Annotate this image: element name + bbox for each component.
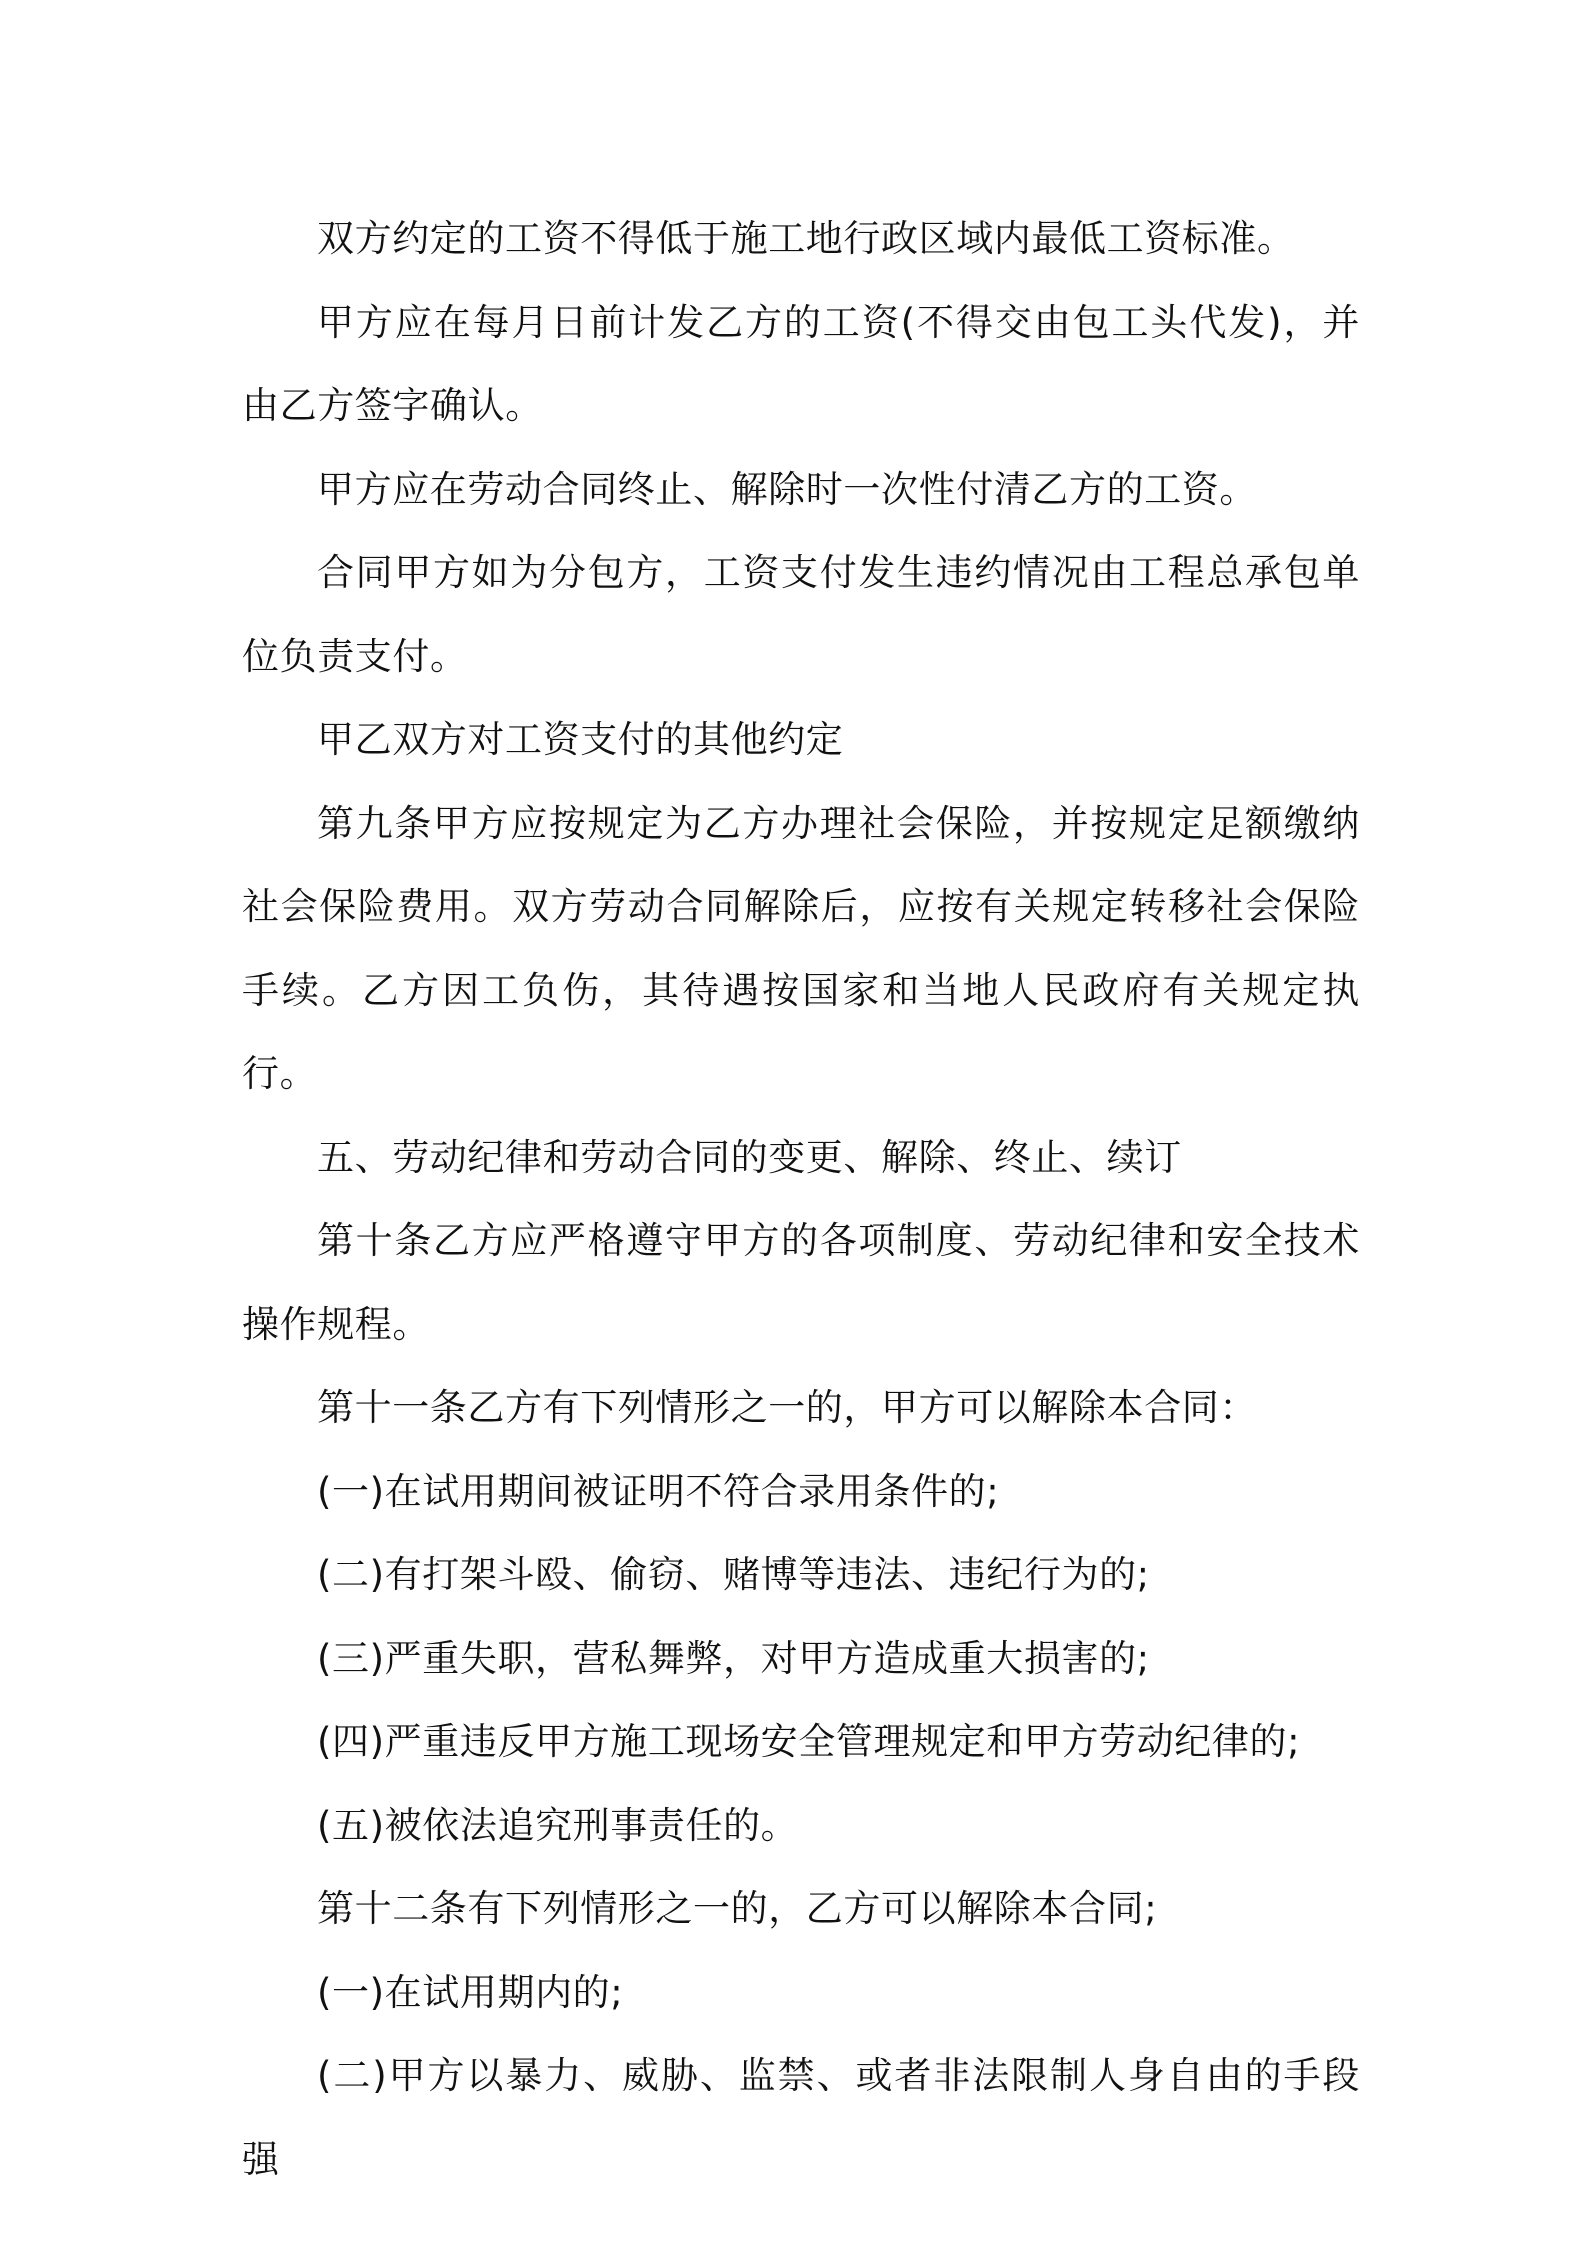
list-item-11-4: (四)严重违反甲方施工现场安全管理规定和甲方劳动纪律的; <box>317 1720 1301 1763</box>
section-heading-5: 五、劳动纪律和劳动合同的变更、解除、终止、续订 <box>317 1135 1182 1179</box>
paragraph-article-11: 第十一条乙方有下列情形之一的，甲方可以解除本合同： <box>317 1386 1257 1429</box>
list-item-11-2: (二)有打架斗殴、偷窃、赌博等违法、违纪行为的; <box>317 1553 1150 1596</box>
paragraph-subcontractor-wage: 合同甲方如为分包方，工资支付发生违约情况由工程总承包单位负责支付。 <box>242 551 1360 678</box>
document-body <box>242 197 1360 2201</box>
paragraph-wage-settlement: 甲方应在劳动合同终止、解除时一次性付清乙方的工资。 <box>317 467 1257 511</box>
list-item-11-3: (三)严重失职，营私舞弊，对甲方造成重大损害的; <box>317 1636 1150 1680</box>
paragraph-wage-payment: 甲方应在每月日前计发乙方的工资(不得交由包工头代发)，并由乙方签字确认。 <box>242 300 1360 427</box>
list-item-12-2: (二)甲方以暴力、威胁、监禁、或者非法限制人身自由的手段强 <box>242 2054 1360 2181</box>
paragraph-wage-standard: 双方约定的工资不得低于施工地行政区域内最低工资标准。 <box>317 217 1295 260</box>
list-item-11-1: (一)在试用期间被证明不符合录用条件的; <box>317 1469 1000 1513</box>
paragraph-article-10: 第十条乙方应严格遵守甲方的各项制度、劳动纪律和安全技术操作规程。 <box>242 1219 1360 1346</box>
paragraph-article-9: 第九条甲方应按规定为乙方办理社会保险，并按规定足额缴纳社会保险费用。双方劳动合同解除后，应按有关规定转移社会保险手续。乙方因工负伤，其待遇按国家和当地人民政府有关规定执行。 <box>242 801 1360 1095</box>
paragraph-article-12: 第十二条有下列情形之一的，乙方可以解除本合同; <box>317 1887 1158 1930</box>
paragraph-other-agreements: 甲乙双方对工资支付的其他约定 <box>317 718 844 761</box>
list-item-11-5: (五)被依法追究刑事责任的。 <box>317 1803 799 1847</box>
list-item-12-1: (一)在试用期内的; <box>317 1970 624 2014</box>
